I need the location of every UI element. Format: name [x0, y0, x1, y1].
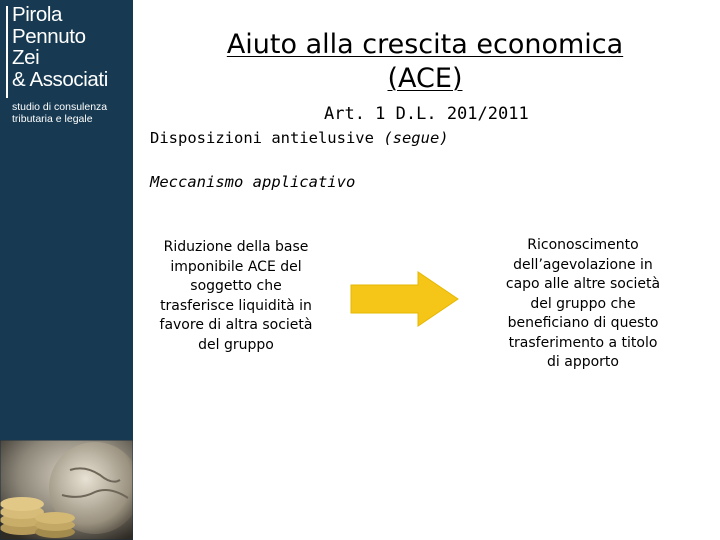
section-heading-text: Disposizioni antielusive — [150, 129, 374, 147]
logo-name-4: & Associati — [12, 67, 108, 91]
title-line-2: (ACE) — [387, 63, 463, 94]
slide-title — [170, 28, 680, 96]
logo-name-3: Zei — [12, 46, 40, 69]
law-reference: Art. 1 D.L. 201/2011 — [324, 104, 529, 124]
coins-globe-image — [0, 440, 133, 540]
right-text-box: Riconoscimento dell’agevolazione in capo alle altre società del gruppo che beneficiano di questo trasferimento a titolo di apporto — [505, 237, 661, 370]
section-heading-suffix: (segue) — [383, 129, 449, 147]
right-arrow-icon — [350, 271, 460, 327]
left-text-box: Riduzione della base imponibile ACE del soggetto che trasferisce liquidità in favore di altra società del gruppo — [159, 239, 313, 353]
coins-globe-photo — [0, 440, 133, 540]
firm-logo — [12, 4, 108, 90]
tagline-line-1: studio di consulenza — [12, 101, 108, 113]
tagline-line-2: tributaria e legale — [12, 113, 93, 125]
section-heading — [150, 129, 449, 147]
sidebar-panel — [0, 0, 133, 540]
title-line-1: Aiuto alla crescita economica — [226, 29, 624, 60]
mechanism-heading: Meccanismo applicativo — [150, 173, 356, 191]
logo-name-2: Pennuto — [12, 24, 86, 48]
logo-tagline — [12, 101, 107, 125]
logo-name-1: Pirola — [12, 3, 63, 26]
logo-divider — [6, 6, 8, 98]
